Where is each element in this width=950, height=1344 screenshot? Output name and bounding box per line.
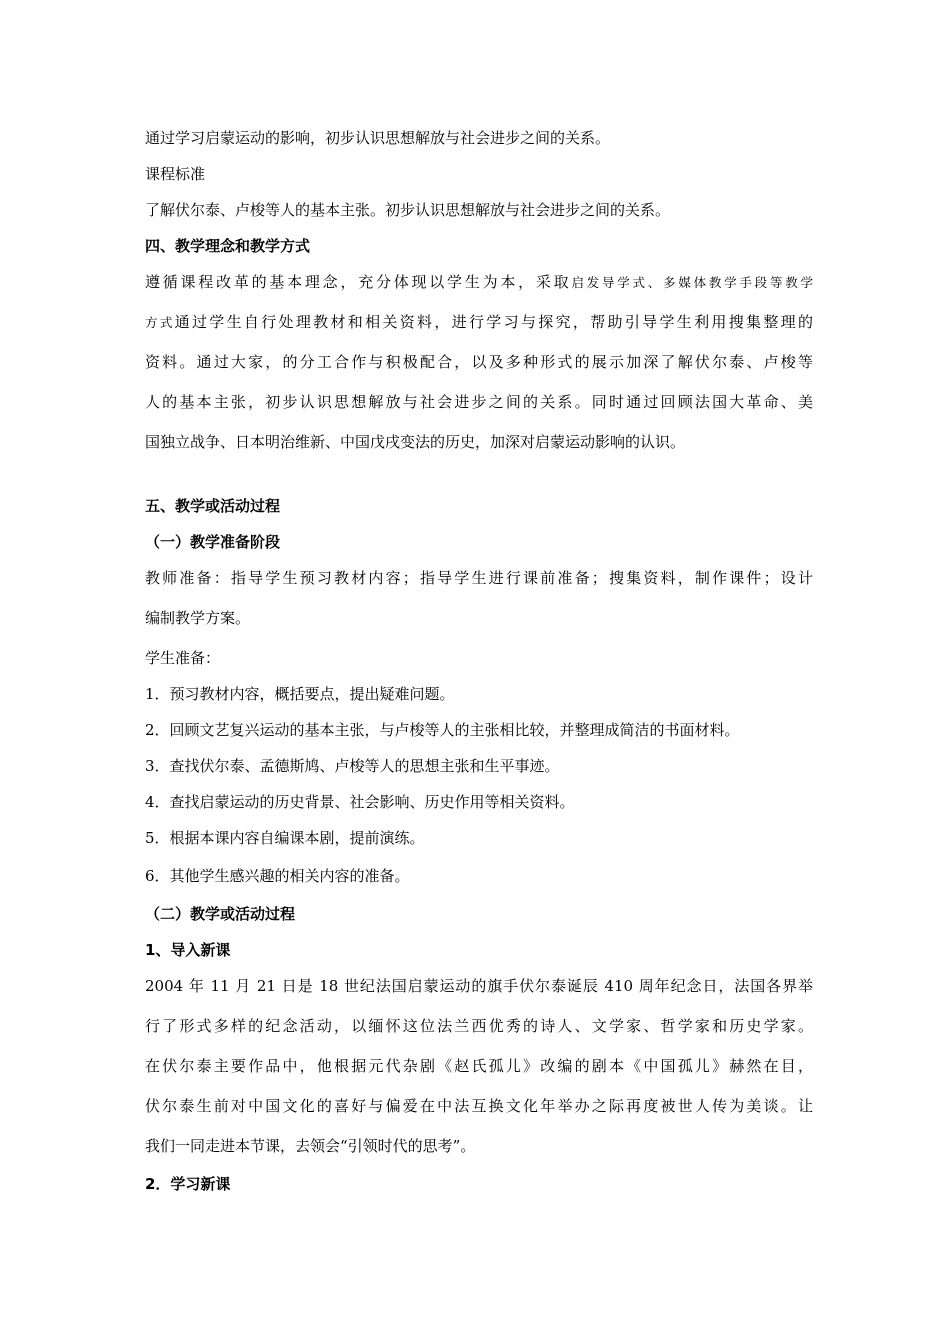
intro-line5: 我们一同走进本节课，去领会“引领时代的思考”。 xyxy=(145,1137,476,1155)
intro-line1: 2004 年 11 月 21 日是 18 世纪法国启蒙运动的旗手伏尔泰诞辰 410 周年纪念日，法国各界举 xyxy=(145,977,813,995)
curriculum-standard-text: 了解伏尔泰、卢梭等人的基本主张。初步认识思想解放与社会进步之间的关系。 xyxy=(145,201,671,219)
student-prep-label: 学生准备： xyxy=(145,649,221,667)
section4-line3: 资料。通过大家，的分工合作与积极配合，以及多种形式的展示加深了解伏尔泰、卢梭等 xyxy=(145,353,813,371)
intro-line3: 在伏尔泰主要作品中，他根据元代杂剧《赵氏孤儿》改编的剧本《中国孤儿》赫然在目， xyxy=(145,1057,813,1075)
list-item: 6．其他学生感兴趣的相关内容的准备。 xyxy=(145,867,410,885)
section4-line2 xyxy=(145,312,813,333)
paragraph-intro: 通过学习启蒙运动的影响，初步认识思想解放与社会进步之间的关系。 xyxy=(145,129,611,147)
section4-line5: 国独立战争、日本明治维新、中国戊戌变法的历史，加深对启蒙运动影响的认识。 xyxy=(145,433,686,451)
section4-heading: 四、教学理念和教学方式 xyxy=(145,237,311,255)
subsection-prep-heading: （一）教学准备阶段 xyxy=(145,533,281,551)
section4-line1 xyxy=(145,272,813,293)
intro-line2: 行了形式多样的纪念活动，以缅怀这位法兰西优秀的诗人、文学家、哲学家和历史学家。 xyxy=(145,1017,813,1035)
section4-line2-part-b: 通过学生自行处理教材和相关资料，进行学习与探究，帮助引导学生利用搜集整理的 xyxy=(174,313,813,331)
section4-line1-part-c: 等教学 xyxy=(769,275,813,290)
list-item: 4．查找启蒙运动的历史背景、社会影响、历史作用等相关资料。 xyxy=(145,793,575,811)
list-item: 3．查找伏尔泰、孟德斯鸠、卢梭等人的思想主张和生平事迹。 xyxy=(145,757,560,775)
curriculum-standard-label: 课程标准 xyxy=(145,165,206,183)
list-item: 2．回顾文艺复兴运动的基本主张，与卢梭等人的主张相比较，并整理成简洁的书面材料。 xyxy=(145,721,740,739)
section5-heading: 五、教学或活动过程 xyxy=(145,497,281,515)
list-item: 1．预习教材内容，概括要点，提出疑难问题。 xyxy=(145,685,455,703)
step1-heading: 1、导入新课 xyxy=(145,941,231,959)
section4-line1-part-b: 启发导学式、多媒体教学手段 xyxy=(571,275,770,290)
teacher-prep-line2: 编制教学方案。 xyxy=(145,609,251,627)
list-item: 5．根据本课内容自编课本剧，提前演练。 xyxy=(145,829,425,847)
intro-line4: 伏尔泰生前对中国文化的喜好与偏爱在中法互换文化年举办之际再度被世人传为美谈。让 xyxy=(145,1097,813,1115)
section4-line1-part-a: 遵循课程改革的基本理念，充分体现以学生为本，采取 xyxy=(145,273,572,291)
teacher-prep-line1: 教师准备：指导学生预习教材内容；指导学生进行课前准备；搜集资料，制作课件；设计 xyxy=(145,569,813,587)
subsection-process-heading: （二）教学或活动过程 xyxy=(145,905,296,923)
section4-line4: 人的基本主张，初步认识思想解放与社会进步之间的关系。同时通过回顾法国大革命、美 xyxy=(145,393,813,411)
step2-heading: 2．学习新课 xyxy=(145,1175,231,1193)
section4-line2-part-a: 方式 xyxy=(145,315,175,330)
